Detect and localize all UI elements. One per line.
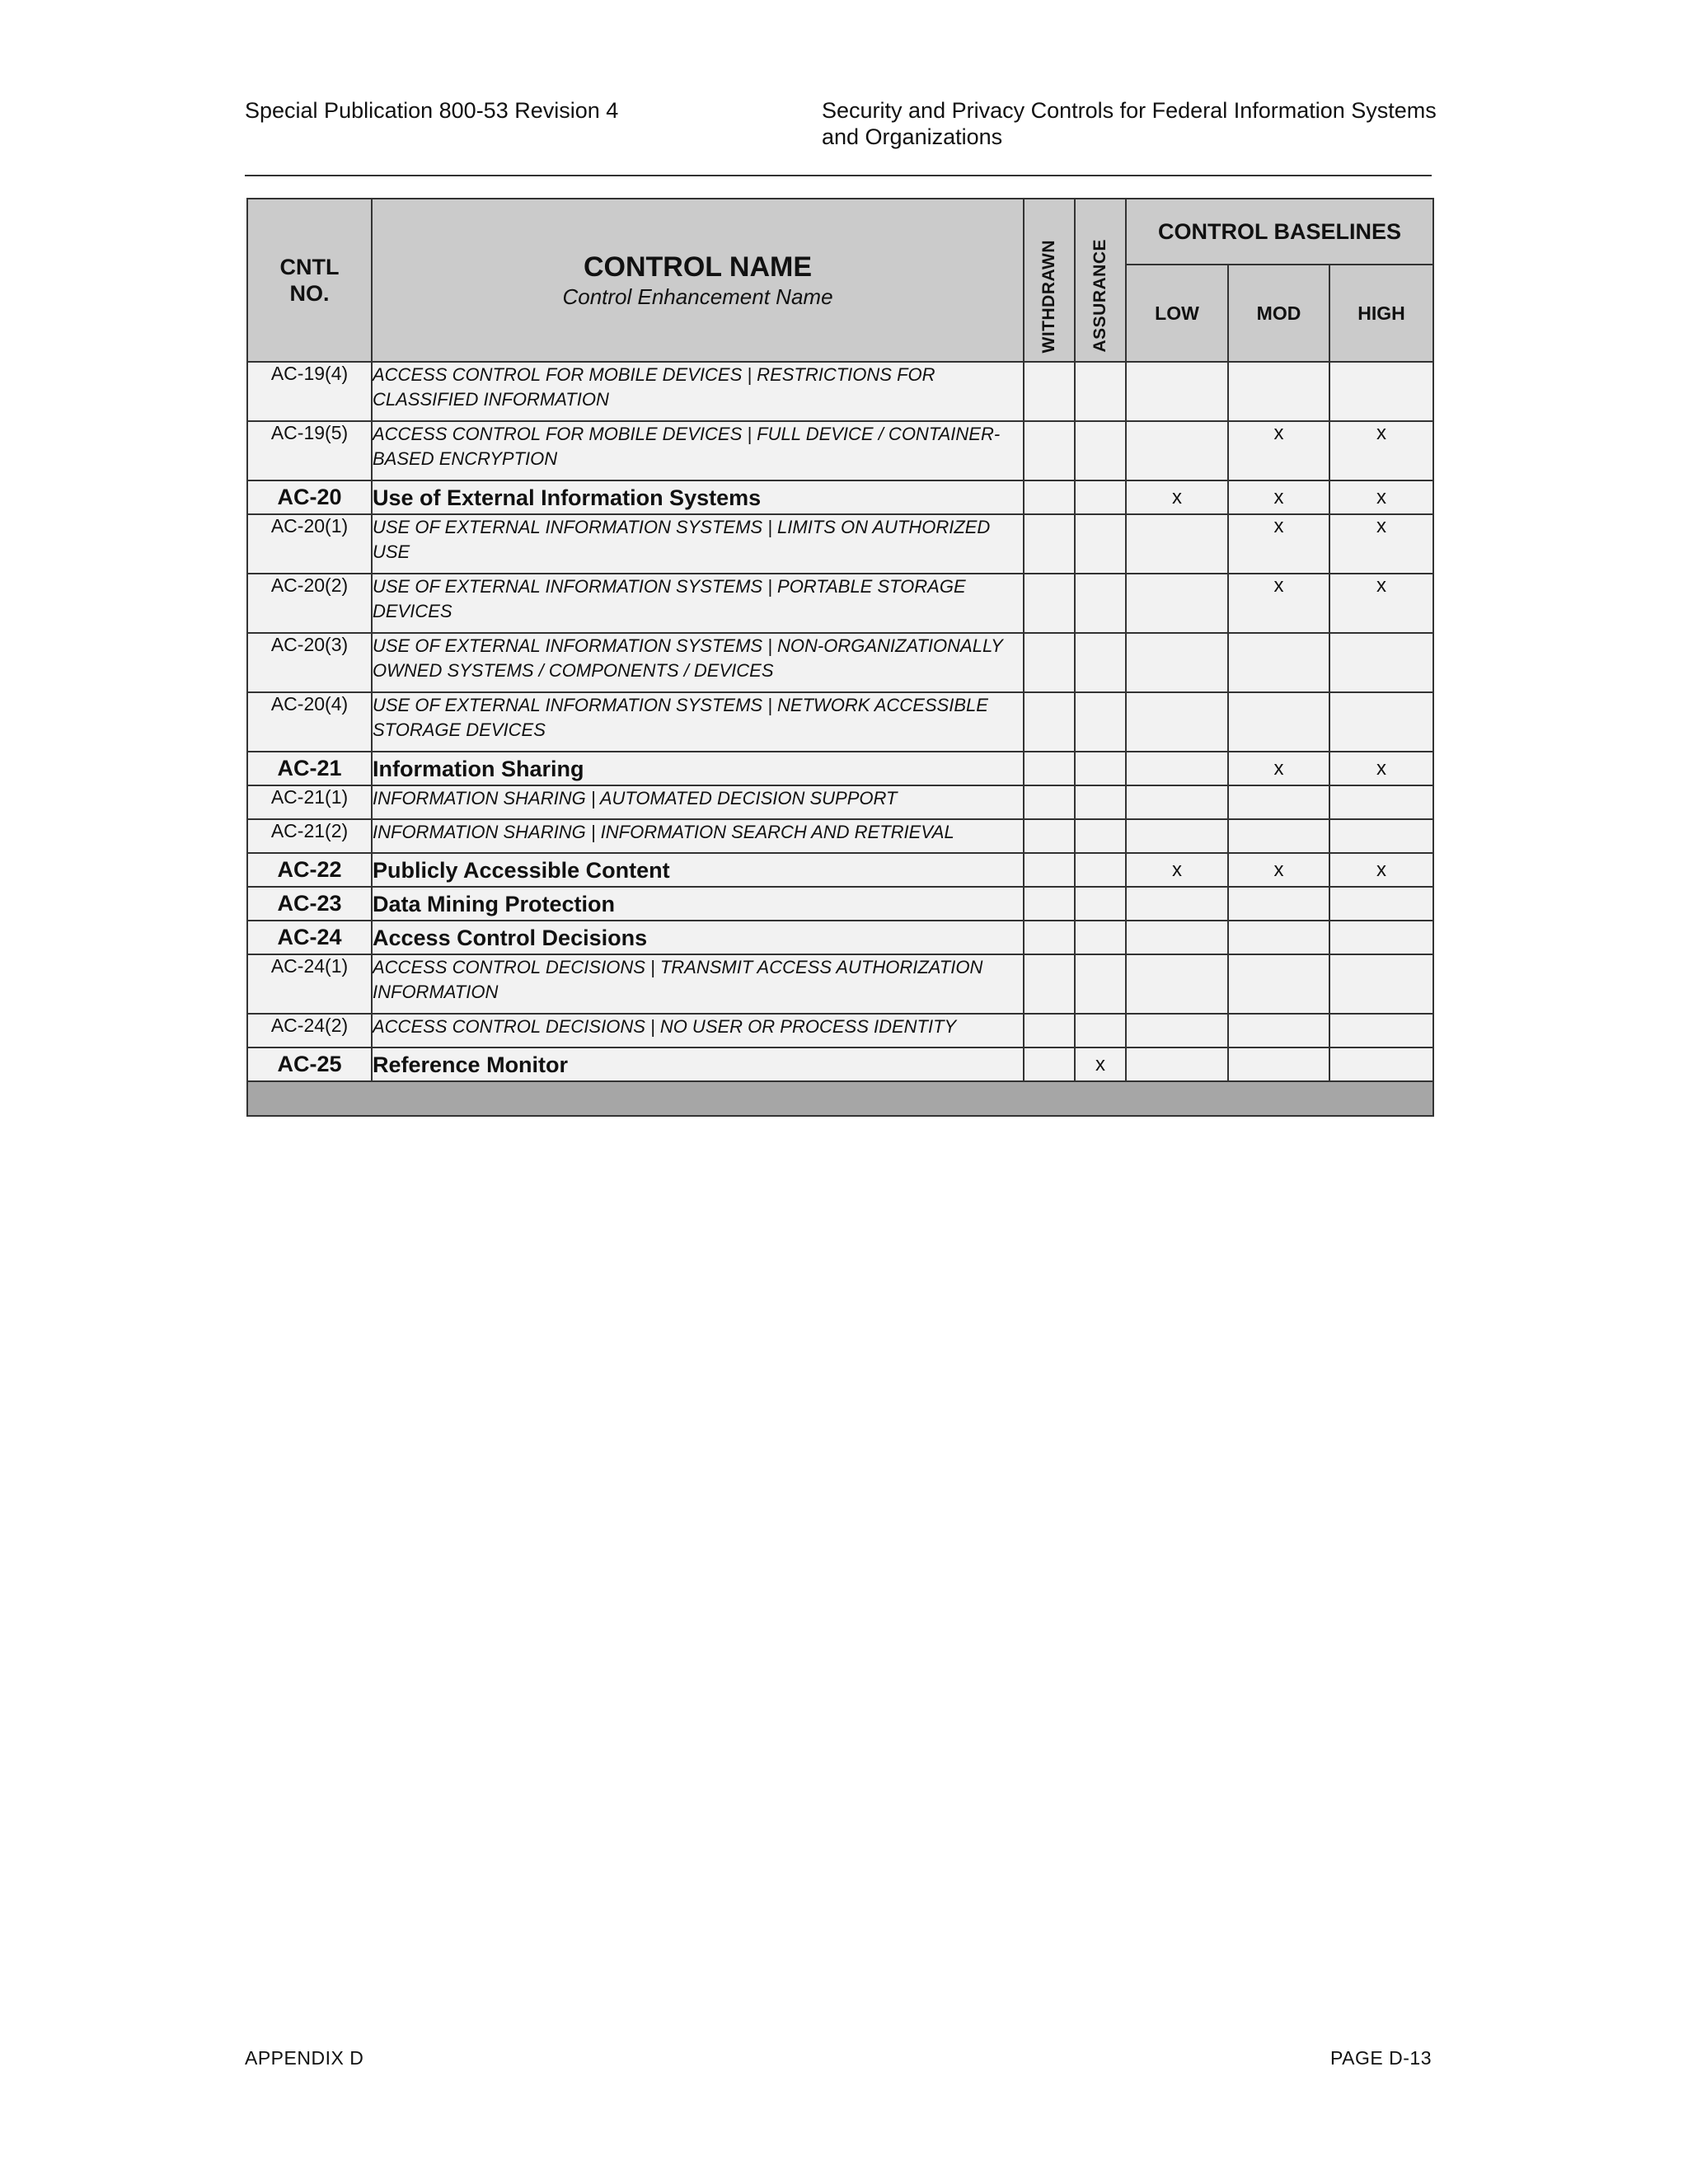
cntl-header-line2: NO. [289,281,330,306]
low-mark [1126,819,1228,853]
control-name: ACCESS CONTROL DECISIONS | NO USER OR PROCESS IDENTITY [372,1014,1024,1047]
control-name: Use of External Information Systems [372,480,1024,514]
high-mark: x [1329,480,1433,514]
low-mark [1126,421,1228,480]
low-mark [1126,574,1228,633]
footer-appendix: APPENDIX D [245,2047,364,2069]
table-footer-shading [247,1081,1433,1116]
mod-mark: x [1228,853,1329,887]
high-header: HIGH [1329,265,1433,362]
low-mark [1126,887,1228,921]
mod-mark [1228,785,1329,819]
control-enhancement-subtitle: Control Enhancement Name [562,284,833,309]
mod-mark: x [1228,480,1329,514]
table-row [247,1047,1433,1081]
running-header-left: Special Publication 800-53 Revision 4 [245,98,619,123]
withdrawn-mark [1024,1047,1075,1081]
table-row [247,633,1433,692]
withdrawn-label: WITHDRAWN [1039,239,1058,353]
low-mark: x [1126,480,1228,514]
table-row [247,785,1433,819]
table-row [247,1014,1433,1047]
control-id: AC-19(4) [247,362,372,421]
table-row [247,362,1433,421]
control-name-title: CONTROL NAME [583,251,813,283]
high-mark: x [1329,514,1433,574]
low-mark [1126,1047,1228,1081]
withdrawn-mark [1024,514,1075,574]
withdrawn-mark [1024,853,1075,887]
high-mark [1329,692,1433,752]
assurance-mark [1075,921,1126,954]
table-row [247,421,1433,480]
control-name: Information Sharing [372,752,1024,785]
table-row [247,887,1433,921]
high-mark [1329,1047,1433,1081]
table-row [247,574,1433,633]
control-name: Publicly Accessible Content [372,853,1024,887]
control-name: USE OF EXTERNAL INFORMATION SYSTEMS | PORTABLE STORAGE DEVICES [372,574,1024,633]
withdrawn-mark [1024,692,1075,752]
control-name: Reference Monitor [372,1047,1024,1081]
high-mark [1329,819,1433,853]
mod-mark [1228,819,1329,853]
high-mark: x [1329,421,1433,480]
header-divider [245,175,1432,176]
high-mark: x [1329,574,1433,633]
table-row [247,921,1433,954]
control-id: AC-20(4) [247,692,372,752]
control-name: INFORMATION SHARING | INFORMATION SEARCH AND RETRIEVAL [372,819,1024,853]
control-id: AC-22 [247,853,372,887]
table-row [247,752,1433,785]
assurance-mark [1075,574,1126,633]
table-footer-bar [247,1081,1433,1116]
low-mark [1126,633,1228,692]
mod-mark [1228,362,1329,421]
assurance-mark [1075,362,1126,421]
assurance-mark [1075,1014,1126,1047]
control-name: USE OF EXTERNAL INFORMATION SYSTEMS | LIMITS ON AUTHORIZED USE [372,514,1024,574]
high-mark [1329,921,1433,954]
assurance-mark [1075,421,1126,480]
withdrawn-mark [1024,633,1075,692]
running-header-right-line1: Security and Privacy Controls for Federal Information Systems [822,98,1437,123]
assurance-header [1075,199,1126,362]
control-id: AC-21(1) [247,785,372,819]
mod-mark [1228,633,1329,692]
withdrawn-mark [1024,887,1075,921]
withdrawn-mark [1024,421,1075,480]
mod-mark [1228,692,1329,752]
control-id: AC-25 [247,1047,372,1081]
high-mark [1329,362,1433,421]
withdrawn-mark [1024,954,1075,1014]
control-id: AC-20(2) [247,574,372,633]
control-baselines-header: CONTROL BASELINES [1126,199,1433,265]
control-name: USE OF EXTERNAL INFORMATION SYSTEMS | NON-ORGANIZATIONALLY OWNED SYSTEMS / COMPONENTS / DEVICES [372,633,1024,692]
assurance-mark [1075,954,1126,1014]
low-mark [1126,752,1228,785]
withdrawn-mark [1024,752,1075,785]
control-id: AC-21(2) [247,819,372,853]
high-mark [1329,954,1433,1014]
control-id: AC-20(3) [247,633,372,692]
assurance-mark [1075,752,1126,785]
control-id: AC-21 [247,752,372,785]
table-row [247,480,1433,514]
mod-mark [1228,1047,1329,1081]
high-mark [1329,785,1433,819]
control-name: Access Control Decisions [372,921,1024,954]
withdrawn-mark [1024,1014,1075,1047]
low-mark [1126,1014,1228,1047]
table-row [247,819,1433,853]
mod-mark: x [1228,421,1329,480]
control-name: USE OF EXTERNAL INFORMATION SYSTEMS | NETWORK ACCESSIBLE STORAGE DEVICES [372,692,1024,752]
control-name: ACCESS CONTROL FOR MOBILE DEVICES | FULL DEVICE / CONTAINER-BASED ENCRYPTION [372,421,1024,480]
low-mark [1126,514,1228,574]
control-baselines-table [246,198,1434,1117]
control-id: AC-19(5) [247,421,372,480]
mod-mark [1228,887,1329,921]
high-mark [1329,1014,1433,1047]
withdrawn-mark [1024,785,1075,819]
assurance-mark [1075,692,1126,752]
withdrawn-mark [1024,480,1075,514]
assurance-mark [1075,887,1126,921]
mod-mark [1228,921,1329,954]
assurance-mark [1075,633,1126,692]
table-row [247,853,1433,887]
low-mark [1126,954,1228,1014]
control-id: AC-23 [247,887,372,921]
assurance-mark [1075,819,1126,853]
control-id: AC-24(1) [247,954,372,1014]
running-header-right-line2: and Organizations [822,124,1003,149]
mod-mark [1228,954,1329,1014]
low-mark [1126,362,1228,421]
assurance-label: ASSURANCE [1090,239,1109,353]
control-name: INFORMATION SHARING | AUTOMATED DECISION SUPPORT [372,785,1024,819]
withdrawn-mark [1024,921,1075,954]
mod-mark [1228,1014,1329,1047]
assurance-mark [1075,853,1126,887]
mod-header: MOD [1228,265,1329,362]
control-name: ACCESS CONTROL FOR MOBILE DEVICES | RESTRICTIONS FOR CLASSIFIED INFORMATION [372,362,1024,421]
control-id: AC-20(1) [247,514,372,574]
table-row [247,692,1433,752]
high-mark [1329,633,1433,692]
cntl-header-line1: CNTL [279,255,340,279]
control-id: AC-20 [247,480,372,514]
low-mark [1126,921,1228,954]
control-name-header [372,199,1024,362]
mod-mark: x [1228,574,1329,633]
control-id: AC-24 [247,921,372,954]
control-name: ACCESS CONTROL DECISIONS | TRANSMIT ACCESS AUTHORIZATION INFORMATION [372,954,1024,1014]
assurance-mark [1075,514,1126,574]
assurance-mark [1075,480,1126,514]
mod-mark: x [1228,514,1329,574]
assurance-mark: x [1075,1047,1126,1081]
table-row [247,514,1433,574]
withdrawn-mark [1024,362,1075,421]
cntl-no-header [247,199,372,362]
assurance-mark [1075,785,1126,819]
control-name: Data Mining Protection [372,887,1024,921]
high-mark: x [1329,752,1433,785]
table-row [247,954,1433,1014]
high-mark [1329,887,1433,921]
mod-mark: x [1228,752,1329,785]
withdrawn-mark [1024,819,1075,853]
high-mark: x [1329,853,1433,887]
low-mark: x [1126,853,1228,887]
running-header-right [822,97,1448,150]
withdrawn-header [1024,199,1075,362]
withdrawn-mark [1024,574,1075,633]
footer-page-number: PAGE D-13 [1330,2047,1432,2069]
low-header: LOW [1126,265,1228,362]
low-mark [1126,785,1228,819]
control-id: AC-24(2) [247,1014,372,1047]
low-mark [1126,692,1228,752]
